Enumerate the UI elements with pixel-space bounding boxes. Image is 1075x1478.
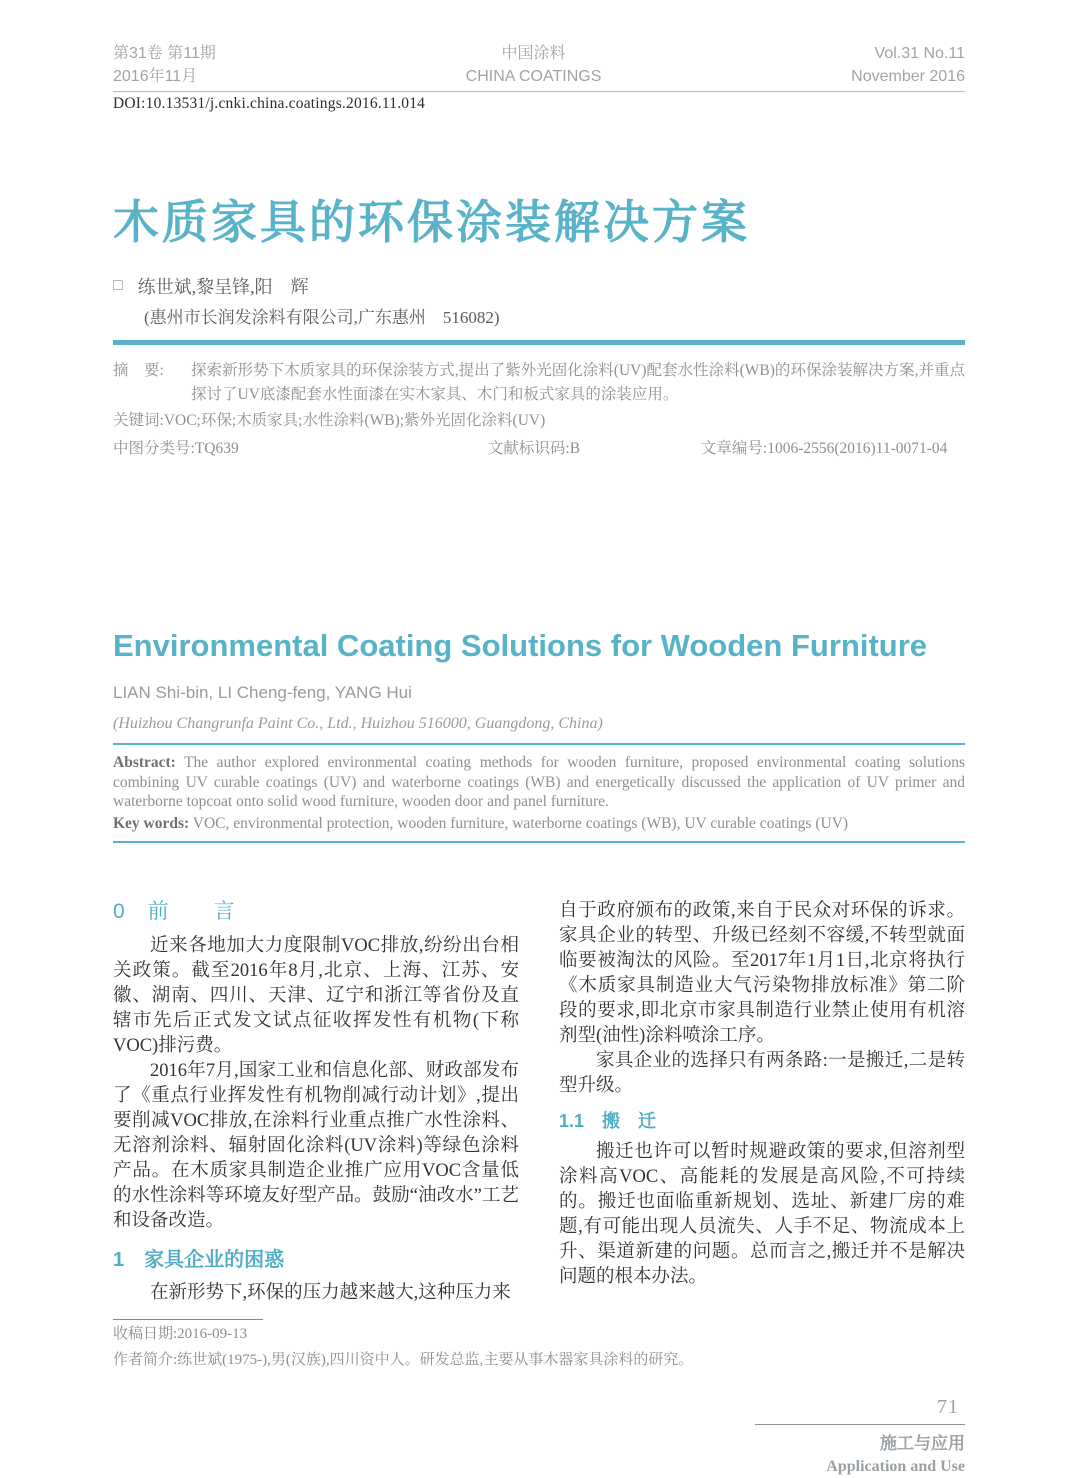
journal-title-cn: 中国涂料: [501, 45, 566, 62]
article-no: 1006-2556(2016)11-0071-04: [767, 440, 948, 457]
column-title-cn: 施工与应用: [880, 1434, 965, 1453]
keywords-cn-label: 关键词:: [113, 412, 164, 429]
left-column: [113, 899, 519, 1346]
abstract-en-label: Abstract:: [113, 754, 176, 771]
keywords-cn-row: [113, 409, 965, 433]
abstract-cn-row: [113, 359, 965, 407]
paragraph: 2016年7月,国家工业和信息化部、财政部发布了《重点行业挥发性有机物削减行动计划》,提出要削减VOC排放,在涂料行业重点推广水性涂料、无溶剂涂料、辐射固化涂料(UV涂料)等绿色涂料产品。在木质家具制造企业推广应用VOC含量低的水性涂料等环境友好型产品。鼓励“油改水”工艺和设备改造。: [113, 1061, 519, 1231]
author-bio-row: [113, 1349, 965, 1372]
doc-code-label: 文献标识码:: [487, 440, 570, 457]
abstract-en-text: The author explored environmental coating methods for wooden furniture, proposed environmental coating solutions combining UV curable coatings (UV) and waterborne coatings (WB) and energetically discussed the application of UV primer and waterborne topcoat onto solid wood furniture, wooden door and panel furniture.: [113, 754, 965, 810]
article-title-cn: 木质家具的环保涂装解决方案: [113, 196, 750, 248]
page-number: 71: [937, 1396, 959, 1418]
section-heading-0: 0 前 言: [113, 900, 236, 923]
clc-label: 中图分类号:: [113, 440, 195, 457]
keywords-en-text: VOC, environmental protection, wooden furniture, waterborne coatings (WB), UV curable coatings (UV): [189, 814, 849, 832]
paragraph: 自于政府颁布的政策,来自于民众对环保的诉求。家具企业的转型、升级已经刻不容缓,不转型就面临要被淘汰的风险。至2017年1月1日,北京将执行《木质家具制造业大气污染物排放标准》第二阶段的要求,即北京市家具制造行业禁止使用有机溶剂型(油性)涂料喷涂工序。: [559, 901, 965, 1046]
meta-row: [113, 437, 965, 461]
page-footer: [755, 1396, 965, 1478]
doi-text: DOI:10.13531/j.cnki.china.coatings.2016.11.014: [113, 95, 426, 112]
abstract-cn-label: 摘 要:: [113, 362, 164, 379]
abstract-cn-block: [113, 359, 965, 461]
affiliation-en: (Huizhou Changrunfa Paint Co., Ltd., Huizhou 516000, Guangdong, China): [113, 715, 603, 732]
divider-thick: [113, 340, 965, 345]
header-left: [113, 42, 216, 88]
divider-thin-top: [113, 743, 965, 745]
received-date-label: 收稿日期:: [113, 1326, 178, 1342]
header-right: [851, 42, 965, 88]
author-bio: 练世斌(1975-),男(汉族),四川资中人。研发总监,主要从事木器家具涂料的研究。: [177, 1352, 694, 1368]
column-title-en: Application and Use: [826, 1458, 965, 1475]
journal-title-en: CHINA COATINGS: [465, 68, 602, 85]
doc-code-cell: [488, 437, 701, 461]
doc-code: B: [569, 440, 581, 457]
keywords-en: [113, 814, 965, 834]
footnote-divider: [113, 1319, 263, 1320]
author-bio-label: 作者简介:: [113, 1352, 178, 1368]
paragraph: 在新形势下,环保的压力越来越大,这种压力来: [150, 1283, 511, 1303]
authors-cn-row: [113, 273, 965, 299]
divider-thin-bottom: [113, 841, 965, 843]
section-heading-1: 1 家具企业的困惑: [113, 1249, 285, 1271]
journal-header: [113, 42, 965, 92]
authors-en: LIAN Shi-bin, LI Cheng-feng, YANG Hui: [113, 683, 412, 702]
author-marker-icon: □: [113, 277, 123, 294]
paragraph: 近来各地加大力度限制VOC排放,纷纷出台相关政策。截至2016年8月,北京、上海、江苏、安徽、湖南、四川、天津、辽宁和浙江等省份及直辖市先后正式发文试点征收挥发性有机物(下称VOC)排污费。: [113, 936, 519, 1056]
header-volume-issue-cn: 第31卷 第11期: [113, 45, 216, 62]
clc-number: TQ639: [194, 440, 239, 457]
authors-cn: 练世斌,黎呈锋,阳 辉: [137, 277, 309, 297]
keywords-en-label: Key words:: [113, 814, 190, 832]
article-no-label: 文章编号:: [700, 440, 768, 457]
clc-cell: [113, 437, 488, 461]
body-columns: [113, 899, 965, 1346]
abstract-en: [113, 753, 965, 812]
header-volume-issue-en: Vol.31 No.11: [874, 45, 965, 62]
affiliation-cn: (惠州市长润发涂料有限公司,广东惠州 516082): [144, 308, 500, 327]
header-date-cn: 2016年11月: [113, 68, 198, 85]
received-date: 2016-09-13: [177, 1326, 248, 1342]
section-heading-1-1: 1.1 搬 迁: [559, 1111, 657, 1131]
header-date-en: November 2016: [851, 68, 965, 85]
received-date-row: [113, 1323, 519, 1346]
article-title-en: Environmental Coating Solutions for Wooden Furniture: [113, 628, 928, 663]
paragraph: 家具企业的选择只有两条路:一是搬迁,二是转型升级。: [559, 1051, 965, 1096]
abstract-cn-text: 探索新形势下木质家具的环保涂装方式,提出了紫外光固化涂料(UV)配套水性涂料(WB)的环保涂装解决方案,并重点探讨了UV底漆配套水性面漆在实木家具、木门和板式家具的涂装应用。: [191, 362, 965, 403]
paragraph: 搬迁也许可以暂时规避政策的要求,但溶剂型涂料高VOC、高能耗的发展是高风险,不可持续的。搬迁也面临重新规划、选址、新建厂房的难题,有可能出现人员流失、人手不足、物流成本上升、渠道新建的问题。总而言之,搬迁并不是解决问题的根本办法。: [559, 1142, 965, 1287]
keywords-cn-text: VOC;环保;木质家具;水性涂料(WB);紫外光固化涂料(UV): [163, 412, 546, 429]
footer-divider: [755, 1424, 965, 1425]
header-center: [466, 42, 602, 88]
right-column: [559, 899, 965, 1346]
article-no-cell: [701, 437, 965, 461]
